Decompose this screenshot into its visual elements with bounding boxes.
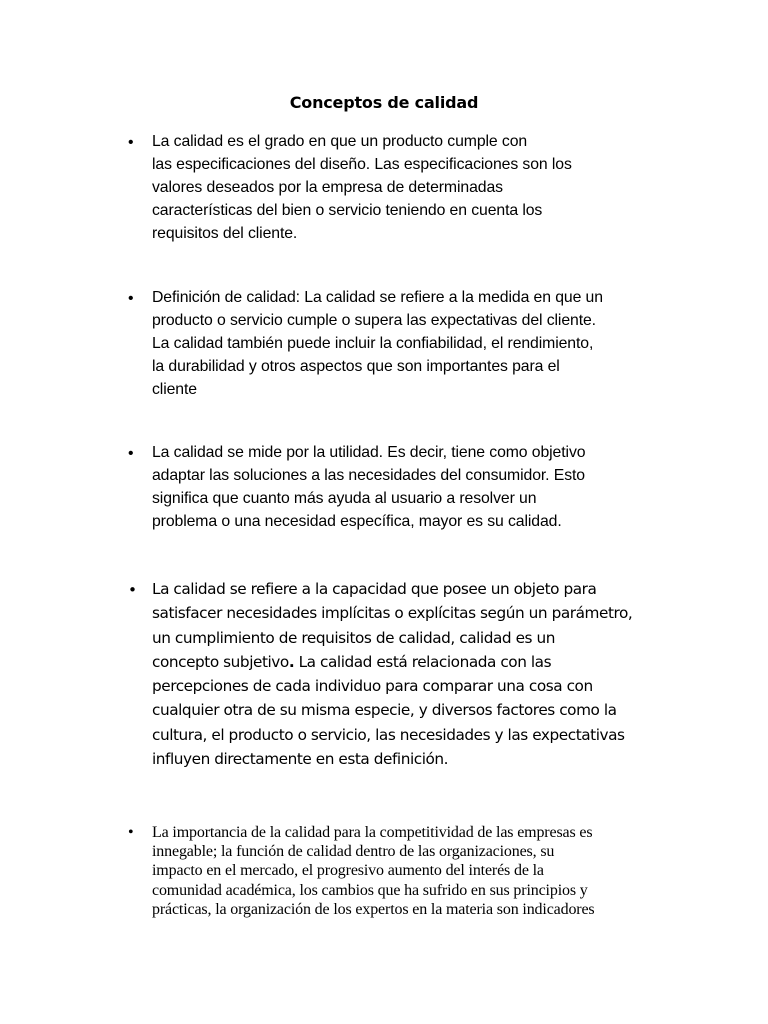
bullet-icon: • (128, 824, 134, 841)
document-title: Conceptos de calidad (289, 93, 479, 112)
bullet-icon: • (128, 290, 134, 307)
bullet-icon: • (128, 134, 134, 151)
bullet-icon: • (128, 581, 137, 599)
paragraph-text: Definición de calidad: La calidad se refiere a la medida en que un producto o servicio cumple o supera las expectativas del cliente. La calidad también puede incluir la confiabilidad, el rendimiento, la durabilidad y otros aspectos que son importantes para el cliente (152, 289, 603, 398)
paragraph-text: La calidad se mide por la utilidad. Es decir, tiene como objetivo adaptar las soluciones a las necesidades del consumidor. Esto significa que cuanto más ayuda al usuario a resolver un problema o una necesidad específica, mayor es su calidad. (152, 444, 586, 530)
paragraph-text: La calidad es el grado en que un producto cumple con las especificaciones del diseño. Las especificaciones son los valores deseados por la empresa de determinadas características del bien o servicio teniendo en cuenta los requisitos del cliente. (152, 133, 572, 242)
paragraph-text: La calidad se refiere a la capacidad que posee un objeto para satisfacer necesidades implícitas o explícitas según un parámetro, un cumplimiento de requisitos de calidad, calidad es un concepto subjetivo. La calidad está relacionada con las percepciones de cada individuo para comparar una cosa con cualquier otra de su misma especie, y diversos factores como la cultura, el producto o servicio, las necesidades y las expectativas influyen directamente en esta definición. (152, 580, 633, 769)
paragraph-text: La importancia de la calidad para la competitividad de las empresas es innegable; la función de calidad dentro de las organizaciones, su impacto en el mercado, el progresivo aumento del interés de la comunidad académica, los cambios que ha sufrido en sus principios y prácticas, la organización de los expertos en la materia son indicadores (152, 824, 595, 918)
bullet-icon: • (128, 445, 134, 462)
